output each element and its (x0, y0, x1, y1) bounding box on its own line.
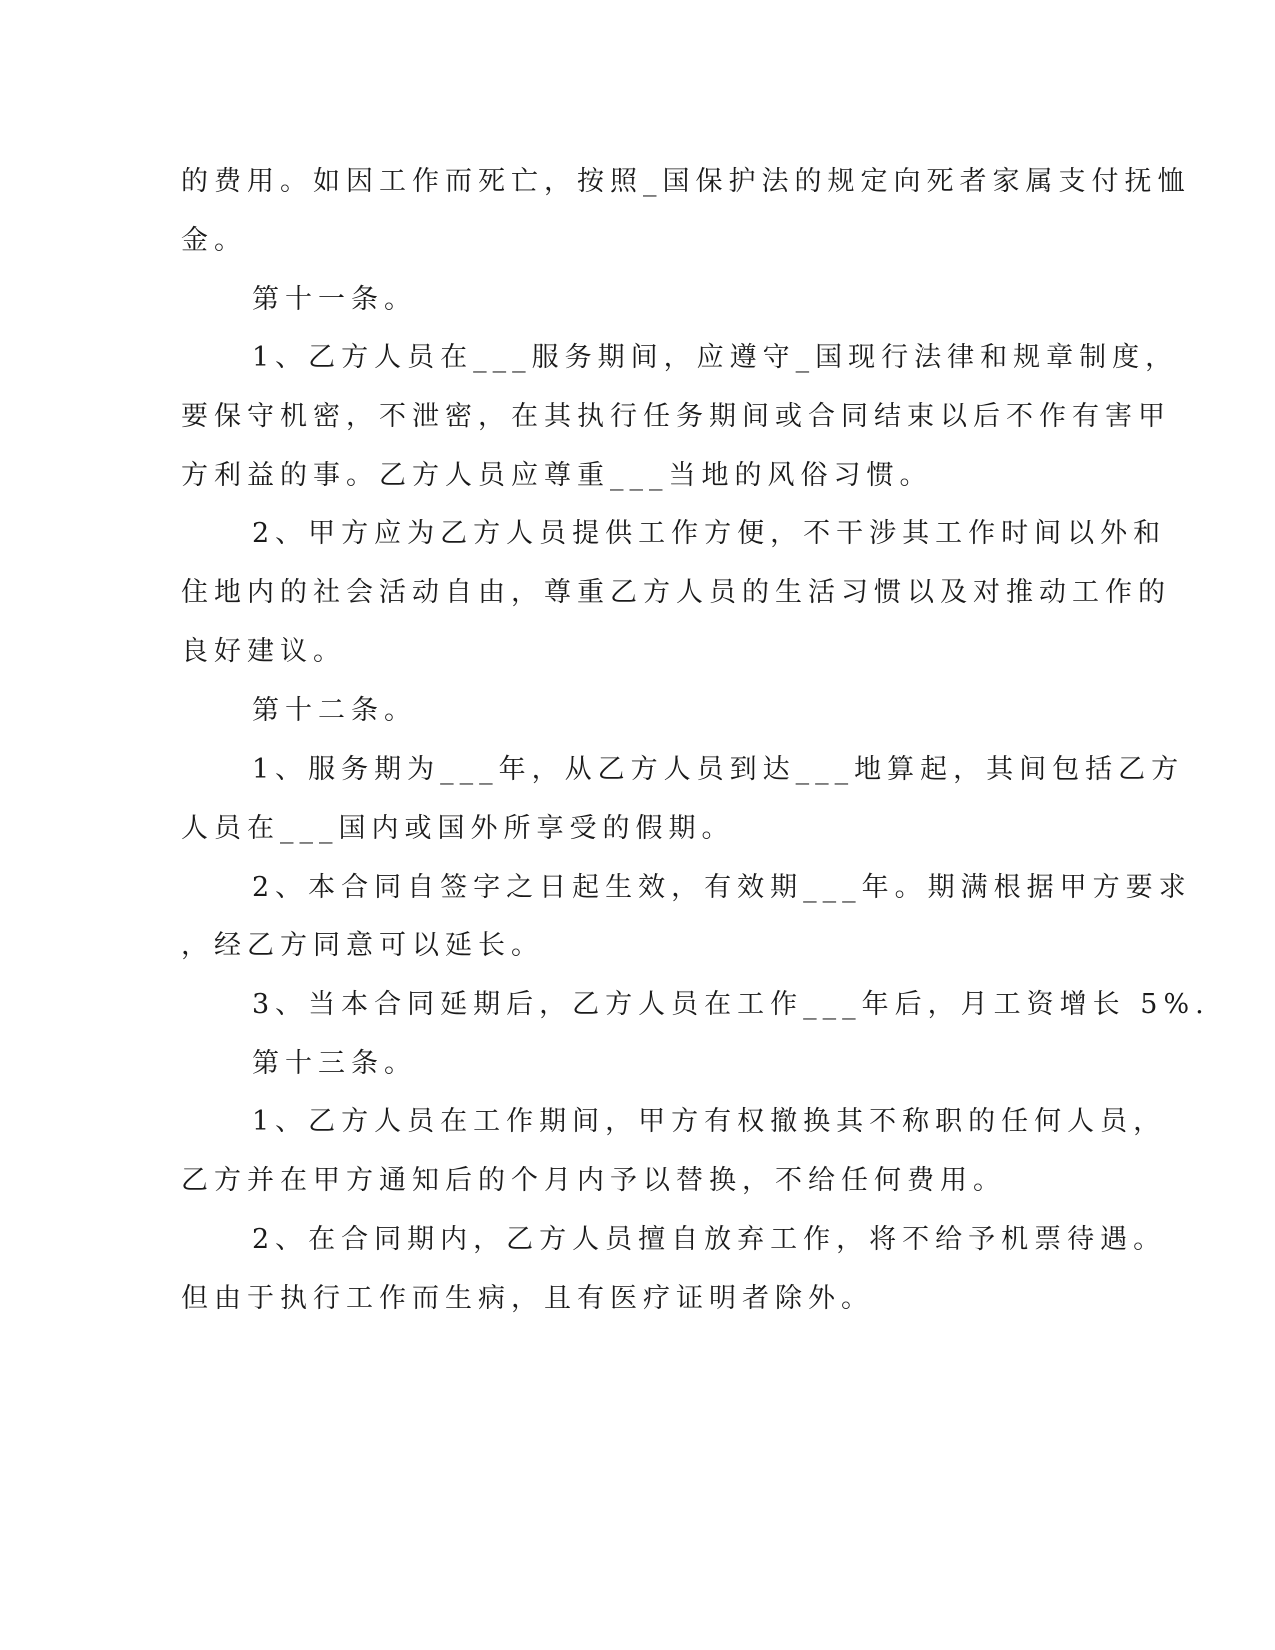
text-line: 1、乙方人员在___服务期间，应遵守_国现行法律和规章制度， (252, 342, 1179, 373)
text-line: 方利益的事。乙方人员应尊重___当地的风俗习惯。 (181, 460, 933, 491)
text-line: 金。 (181, 225, 247, 256)
text-line: 良好建议。 (181, 636, 346, 667)
article-heading: 第十二条。 (252, 695, 417, 726)
article-heading: 第十三条。 (252, 1048, 417, 1079)
text-line: 但由于执行工作而生病，且有医疗证明者除外。 (181, 1283, 874, 1314)
text-line: 乙方并在甲方通知后的个月内予以替换，不给任何费用。 (181, 1165, 1006, 1196)
text-line: 的费用。如因工作而死亡，按照_国保护法的规定向死者家属支付抚恤 (181, 166, 1191, 197)
text-line: 住地内的社会活动自由，尊重乙方人员的生活习惯以及对推动工作的 (181, 577, 1171, 608)
text-line: 1、服务期为___年，从乙方人员到达___地算起，其间包括乙方 (252, 754, 1185, 785)
text-line: 要保守机密，不泄密，在其执行任务期间或合同结束以后不作有害甲 (181, 401, 1171, 432)
text-line: 1、乙方人员在工作期间，甲方有权撤换其不称职的任何人员， (252, 1106, 1167, 1137)
text-line: ，经乙方同意可以延长。 (181, 930, 544, 961)
text-line: 2、在合同期内，乙方人员擅自放弃工作，将不给予机票待遇。 (252, 1224, 1167, 1255)
text-line: 2、本合同自签字之日起生效，有效期___年。期满根据甲方要求 (252, 872, 1192, 903)
text-line: 2、甲方应为乙方人员提供工作方便，不干涉其工作时间以外和 (252, 518, 1167, 549)
text-line: 人员在___国内或国外所享受的假期。 (181, 813, 735, 844)
article-heading: 第十一条。 (252, 284, 417, 315)
text-line: 3、当本合同延期后，乙方人员在工作___年后，月工资增长 5%. (252, 989, 1210, 1020)
